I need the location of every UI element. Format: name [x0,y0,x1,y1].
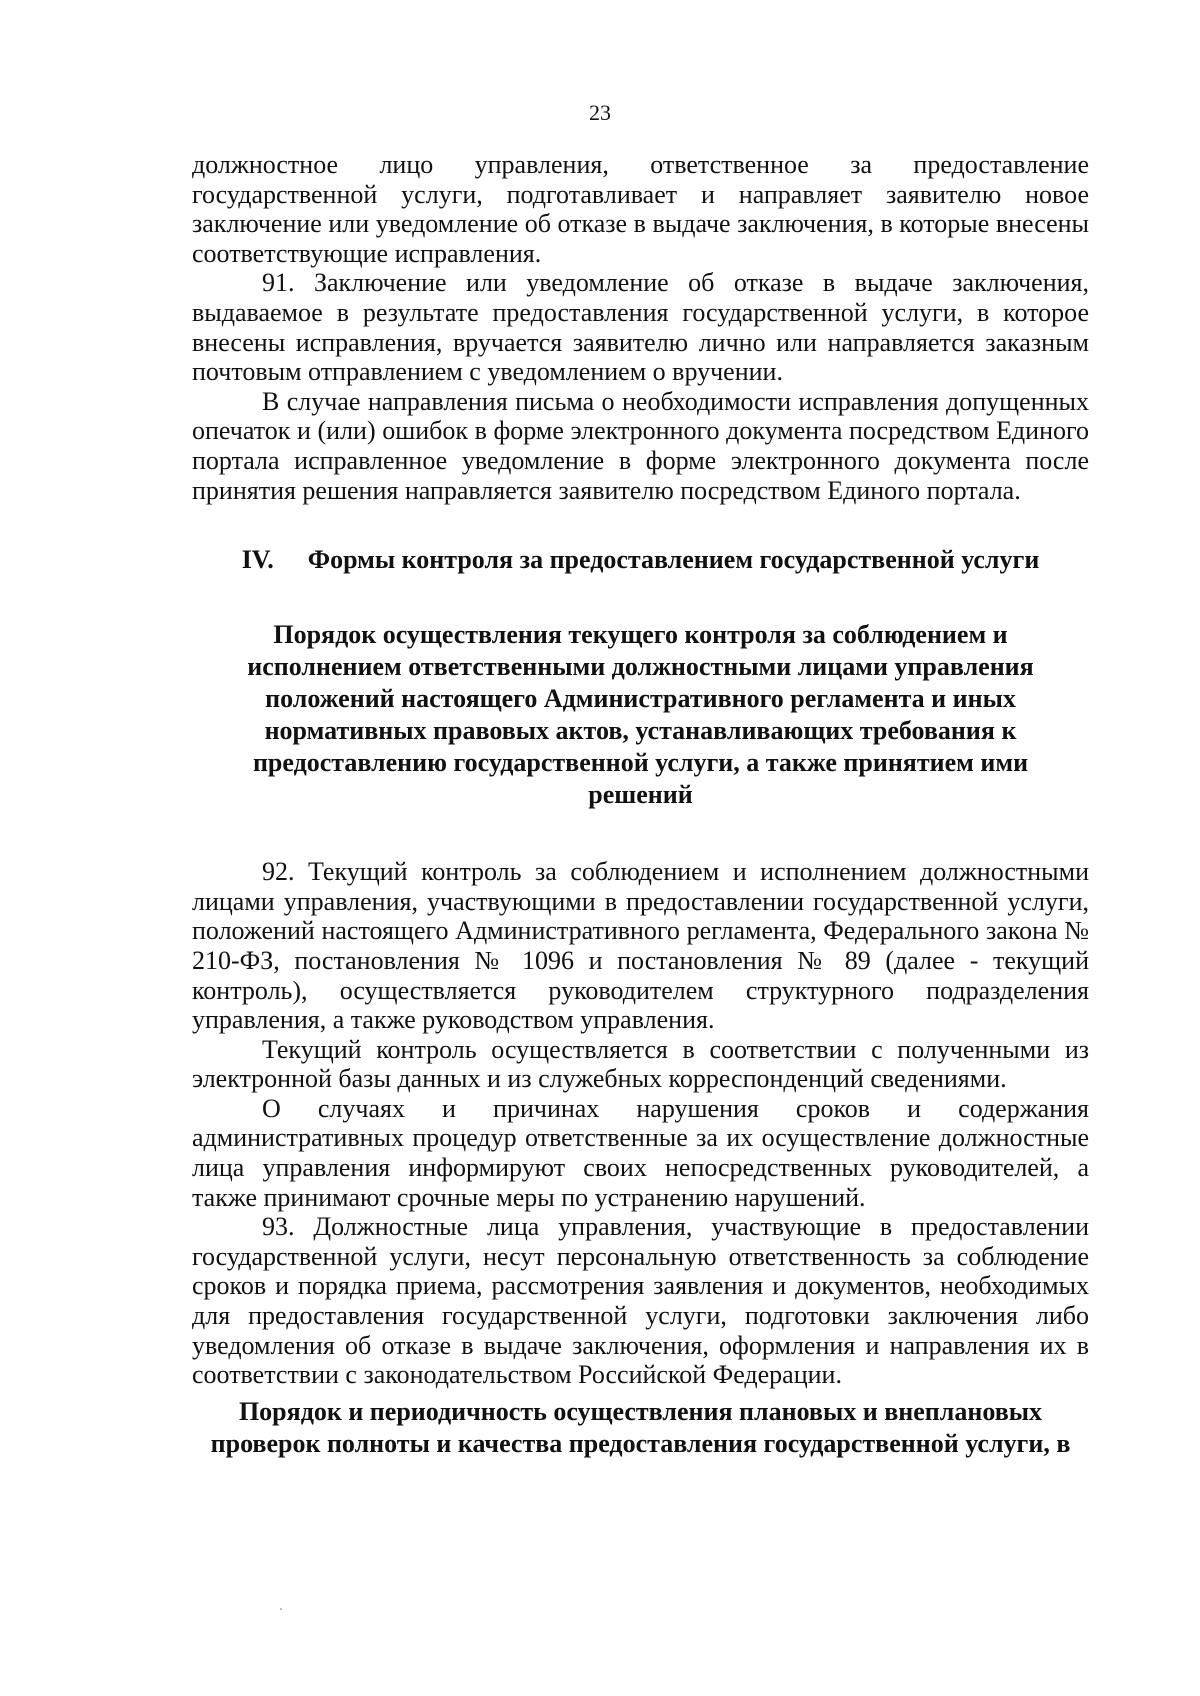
paragraph-correction-notice: В случае направления письма о необходимости исправления допущенных опечаток и (или) ошибок в форме электронного документа посредством Единого портала исправленное уведомление в форме электронного документа после принятия решения направляется заявителю посредством Единого портала. [192,386,1089,505]
chapter-heading [192,545,1089,575]
chapter-title: Формы контроля за предоставлением государственной услуги [307,545,1040,575]
document-body [192,150,1089,1460]
scan-dot [280,1608,282,1610]
paragraph-92: 92. Текущий контроль за соблюдением и исполнением должностными лицами управления, участвующими в предоставлении государственной услуги, положений настоящего Административного регламента, Федерального закона № 210-ФЗ, постановления № 1096 и постановления № 89 (далее - текущий контроль), осуществляется руководителем структурного подразделения управления, а также руководством управления. [192,857,1089,1035]
paragraph-93: 93. Должностные лица управления, участвующие в предоставлении государственной услуги, несут персональную ответственность за соблюдение сроков и порядка приема, рассмотрения заявления и документов, необходимых для предоставления государственной услуги, подготовки заключения либо уведомления об отказе в выдаче заключения, оформления и направления их в соответствии с законодательством Российской Федерации. [192,1212,1089,1390]
paragraph-violations: О случаях и причинах нарушения сроков и содержания административных процедур ответственные за их осуществление должностные лица управления информируют своих непосредственных руководителей, а также принимают срочные меры по устранению нарушений. [192,1093,1089,1212]
chapter-number: IV. [241,545,274,575]
paragraph-continuation: должностное лицо управления, ответственное за предоставление государственной услуги, подготавливает и направляет заявителю новое заключение или уведомление об отказе в выдаче заключения, в которые внесены соответствующие исправления. [192,150,1089,268]
section-heading-current-control: Порядок осуществления текущего контроля за соблюдением и исполнением ответственными должностными лицами управления положений настоящего Административного регламента и иных нормативных правовых актов, устанавливающих требования к предоставлению государственной услуги, а также принятием ими решений [247,620,1034,810]
paragraph-current-control-sources: Текущий контроль осуществляется в соответствии с полученными из электронной базы данных и из служебных корреспонденций сведениями. [192,1034,1089,1094]
page-number: 23 [589,100,611,125]
section-heading-inspections: Порядок и периодичность осуществления плановых и внеплановых проверок полноты и качества предоставления государственной услуги, в [210,1396,1071,1458]
paragraph-91: 91. Заключение или уведомление об отказе в выдаче заключения, выдаваемое в результате предоставления государственной услуги, в которое внесены исправления, вручается заявителю лично или направляется заказным почтовым отправлением с уведомлением о вручении. [192,268,1089,387]
